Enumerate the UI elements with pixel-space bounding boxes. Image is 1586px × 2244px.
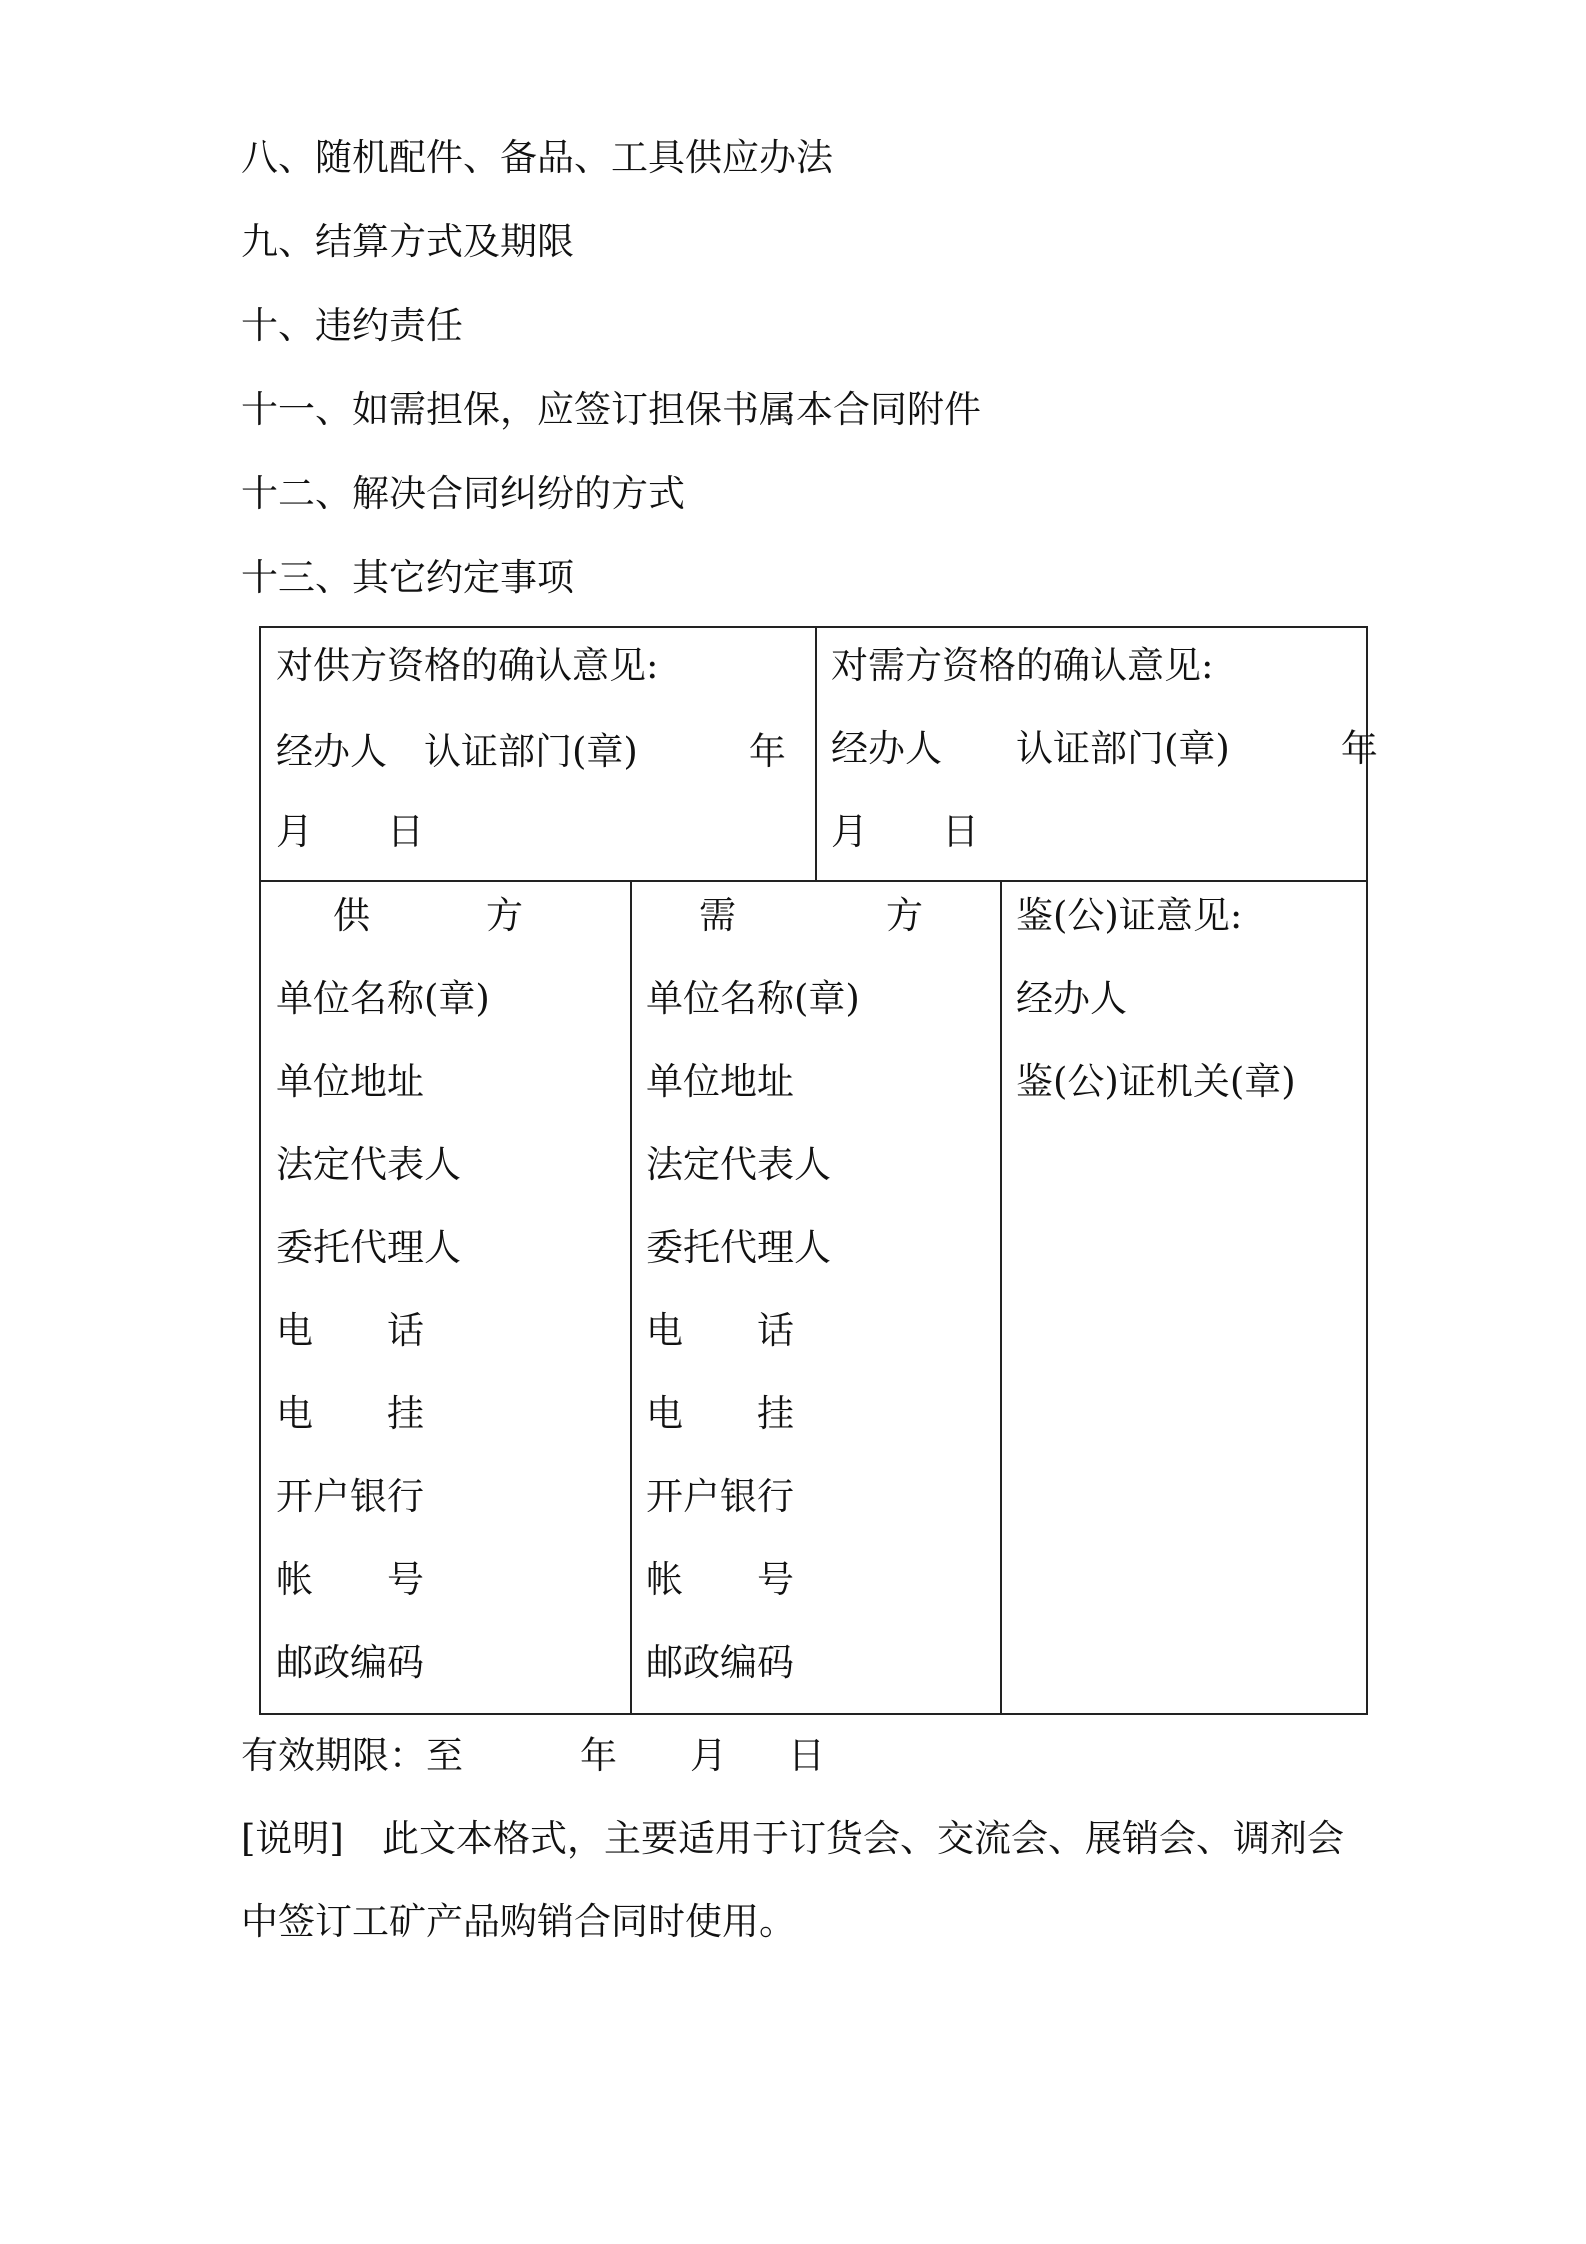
supplier-header-char-1: 供	[333, 894, 370, 937]
note-line-1: 此文本格式，主要适用于订货会、交流会、展销会、调剂会	[382, 1817, 1344, 1860]
supplier-field: 委托代理人	[276, 1226, 461, 1269]
buyer-qualification-date-line: 月 日	[831, 810, 979, 853]
note-line-2: 中签订工矿产品购销合同时使用。	[241, 1900, 796, 1943]
note-tag-text: [说明]	[241, 1817, 344, 1860]
supplier-field: 帐 号	[276, 1558, 424, 1601]
buyer-field: 单位地址	[646, 1060, 794, 1103]
supplier-qualification-sign-line: 经办人 认证部门(章) 年	[276, 730, 786, 773]
validity-month: 月	[690, 1734, 727, 1777]
buyer-field: 单位名称(章)	[646, 977, 860, 1020]
bottom-column-divider-1	[630, 880, 632, 1713]
clause-8: 八、随机配件、备品、工具供应办法	[241, 136, 833, 179]
buyer-field: 电 话	[646, 1309, 794, 1352]
supplier-qualification-title: 对供方资格的确认意见:	[276, 644, 659, 687]
supplier-qualification-date-line: 月 日	[276, 810, 424, 853]
supplier-field: 单位地址	[276, 1060, 424, 1103]
supplier-field: 开户银行	[276, 1475, 424, 1518]
note-tag	[241, 1813, 344, 1865]
buyer-field: 开户银行	[646, 1475, 794, 1518]
notary-field: 鉴(公)证机关(章)	[1016, 1060, 1296, 1103]
buyer-field: 电 挂	[646, 1392, 794, 1435]
clause-10: 十、违约责任	[241, 304, 463, 347]
supplier-field: 电 挂	[276, 1392, 424, 1435]
buyer-field: 邮政编码	[646, 1641, 794, 1684]
buyer-header-char-2: 方	[886, 894, 923, 937]
clause-12: 十二、解决合同纠纷的方式	[241, 472, 685, 515]
buyer-qualification-sign-line: 经办人 认证部门(章) 年	[831, 727, 1378, 770]
validity-year: 年	[580, 1734, 617, 1777]
buyer-header-char-1: 需	[699, 894, 736, 937]
buyer-qualification-title: 对需方资格的确认意见:	[831, 644, 1214, 687]
row-divider	[261, 880, 1366, 882]
buyer-field: 委托代理人	[646, 1226, 831, 1269]
notary-field: 经办人	[1016, 977, 1127, 1020]
buyer-field: 法定代表人	[646, 1143, 831, 1186]
signature-table	[259, 626, 1378, 1715]
clause-9: 九、结算方式及期限	[241, 220, 574, 263]
top-column-divider	[815, 628, 817, 880]
supplier-field: 法定代表人	[276, 1143, 461, 1186]
buyer-field: 帐 号	[646, 1558, 794, 1601]
supplier-field: 电 话	[276, 1309, 424, 1352]
validity-day: 日	[788, 1734, 825, 1777]
supplier-field: 邮政编码	[276, 1641, 424, 1684]
supplier-field: 单位名称(章)	[276, 977, 490, 1020]
notary-opinion-title: 鉴(公)证意见:	[1016, 894, 1243, 937]
clause-11: 十一、如需担保，应签订担保书属本合同附件	[241, 388, 981, 431]
validity-label: 有效期限：至	[241, 1734, 463, 1777]
supplier-header-char-2: 方	[486, 894, 523, 937]
bottom-column-divider-2	[1000, 880, 1002, 1713]
clause-13: 十三、其它约定事项	[241, 556, 574, 599]
